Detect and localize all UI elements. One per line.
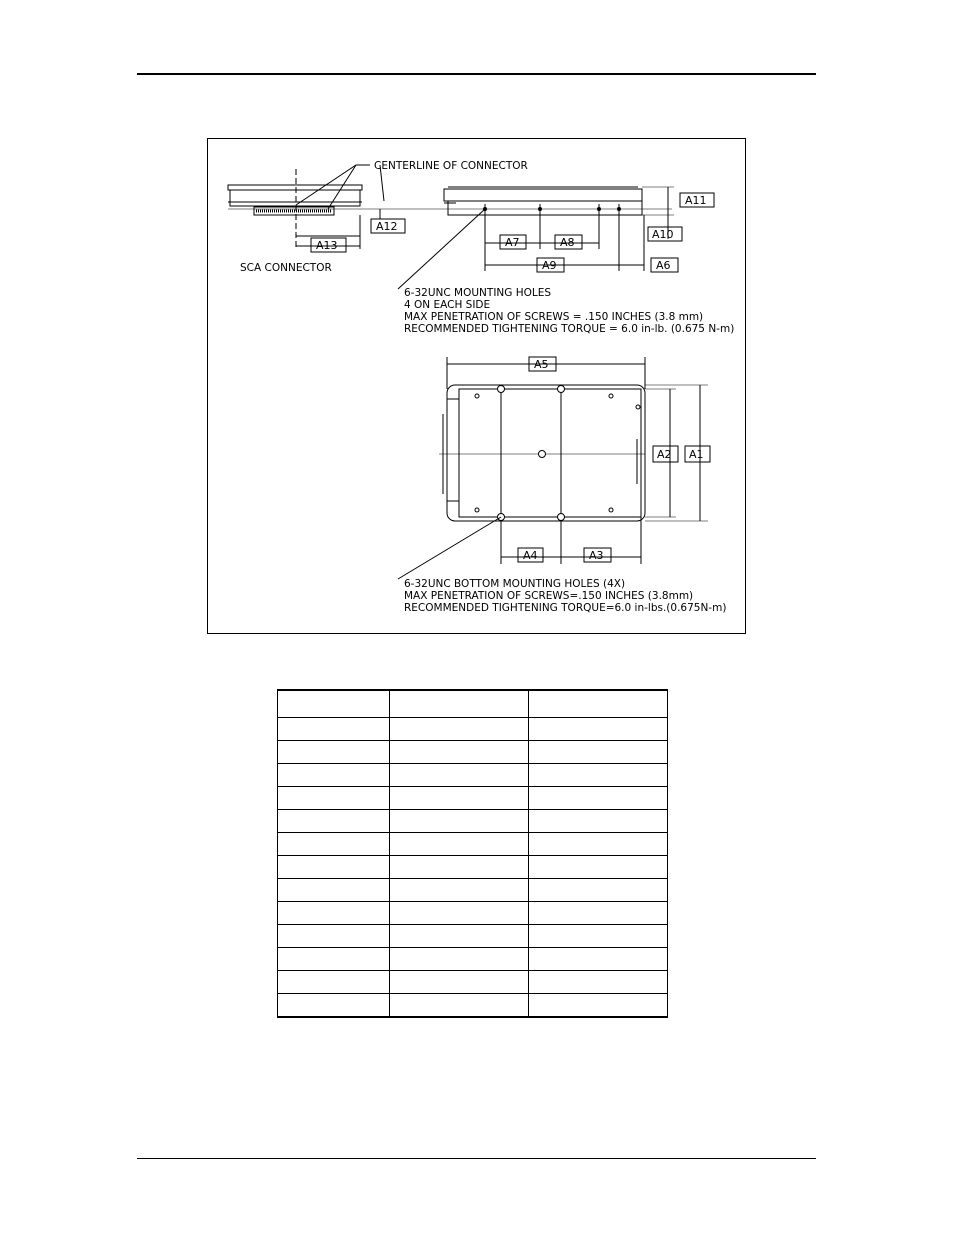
dimension-table bbox=[277, 689, 668, 1018]
table-row bbox=[278, 994, 668, 1018]
svg-text:A10: A10 bbox=[652, 228, 674, 241]
table-cell bbox=[390, 948, 529, 971]
svg-text:A13: A13 bbox=[316, 239, 338, 252]
table-cell bbox=[529, 994, 668, 1018]
table-cell bbox=[390, 879, 529, 902]
dim-a6 bbox=[651, 258, 678, 272]
bottom-holes-line-2: MAX PENETRATION OF SCREWS=.150 INCHES (3.8mm) bbox=[404, 590, 694, 602]
table-cell bbox=[390, 764, 529, 787]
table-row bbox=[278, 856, 668, 879]
table-cell bbox=[390, 994, 529, 1018]
table-cell bbox=[278, 833, 390, 856]
side-view bbox=[398, 187, 674, 289]
side-holes-line-3: MAX PENETRATION OF SCREWS = .150 INCHES (3.8 mm) bbox=[404, 311, 704, 323]
table-cell bbox=[390, 902, 529, 925]
table-cell bbox=[278, 764, 390, 787]
table-row bbox=[278, 741, 668, 764]
table-cell bbox=[390, 718, 529, 741]
side-holes-line-4: RECOMMENDED TIGHTENING TORQUE = 6.0 in-lb. (0.675 N-m) bbox=[404, 323, 735, 335]
centerline-label: CENTERLINE OF CONNECTOR bbox=[374, 160, 528, 172]
bottom-holes-line-1: 6-32UNC BOTTOM MOUNTING HOLES (4X) bbox=[404, 578, 626, 590]
table-row bbox=[278, 810, 668, 833]
table-cell bbox=[390, 787, 529, 810]
dim-a10 bbox=[648, 227, 682, 241]
table-cell bbox=[278, 856, 390, 879]
side-holes-line-2: 4 ON EACH SIDE bbox=[404, 299, 491, 311]
mechanical-drawing-frame bbox=[207, 138, 746, 634]
bottom-holes-line-3: RECOMMENDED TIGHTENING TORQUE=6.0 in-lbs.(0.675N-m) bbox=[404, 602, 727, 614]
table-cell bbox=[529, 948, 668, 971]
svg-text:A6: A6 bbox=[656, 259, 671, 272]
dim-a2 bbox=[653, 446, 678, 462]
svg-text:A5: A5 bbox=[534, 358, 549, 371]
svg-text:A9: A9 bbox=[542, 259, 557, 272]
table-cell bbox=[529, 925, 668, 948]
dim-a11 bbox=[680, 193, 714, 207]
table-row bbox=[278, 833, 668, 856]
table-cell bbox=[278, 718, 390, 741]
svg-text:A1: A1 bbox=[689, 448, 704, 461]
table-cell bbox=[278, 787, 390, 810]
table-cell bbox=[390, 810, 529, 833]
table-row bbox=[278, 690, 668, 718]
svg-text:A8: A8 bbox=[560, 236, 575, 249]
table-cell bbox=[390, 971, 529, 994]
table-cell bbox=[529, 856, 668, 879]
svg-text:A11: A11 bbox=[685, 194, 707, 207]
svg-text:A4: A4 bbox=[523, 549, 538, 562]
dim-a13 bbox=[311, 238, 346, 252]
drive-dimension-drawing bbox=[208, 139, 747, 635]
table-row bbox=[278, 879, 668, 902]
table-cell bbox=[278, 971, 390, 994]
bottom-view bbox=[398, 357, 708, 579]
table-cell bbox=[529, 833, 668, 856]
svg-text:A2: A2 bbox=[657, 448, 672, 461]
table-cell bbox=[529, 879, 668, 902]
table-row bbox=[278, 948, 668, 971]
table-cell bbox=[390, 690, 529, 718]
header-rule bbox=[137, 73, 816, 75]
table-row bbox=[278, 971, 668, 994]
dim-a7 bbox=[500, 235, 526, 249]
table-row bbox=[278, 787, 668, 810]
dim-a4 bbox=[518, 548, 543, 562]
table-cell bbox=[278, 741, 390, 764]
table-cell bbox=[278, 879, 390, 902]
table-cell bbox=[529, 971, 668, 994]
table-cell bbox=[390, 741, 529, 764]
table-cell bbox=[529, 810, 668, 833]
table-cell bbox=[278, 994, 390, 1018]
table-cell bbox=[390, 833, 529, 856]
table-cell bbox=[278, 810, 390, 833]
table-cell bbox=[529, 690, 668, 718]
table-cell bbox=[529, 764, 668, 787]
table-cell bbox=[278, 902, 390, 925]
svg-text:A7: A7 bbox=[505, 236, 520, 249]
table-cell bbox=[529, 902, 668, 925]
side-holes-line-1: 6-32UNC MOUNTING HOLES bbox=[404, 287, 552, 299]
table-row bbox=[278, 764, 668, 787]
table-row bbox=[278, 902, 668, 925]
svg-text:A3: A3 bbox=[589, 549, 604, 562]
table-row bbox=[278, 925, 668, 948]
table-cell bbox=[278, 690, 390, 718]
table-cell bbox=[529, 787, 668, 810]
dim-a3 bbox=[584, 548, 611, 562]
svg-text:A12: A12 bbox=[376, 220, 398, 233]
table-cell bbox=[390, 856, 529, 879]
table-cell bbox=[390, 925, 529, 948]
table-cell bbox=[529, 718, 668, 741]
dim-a1 bbox=[685, 446, 710, 462]
table-cell bbox=[278, 948, 390, 971]
table-row bbox=[278, 718, 668, 741]
table-cell bbox=[529, 741, 668, 764]
sca-connector-label: SCA CONNECTOR bbox=[240, 262, 332, 274]
footer-rule bbox=[137, 1158, 816, 1159]
dim-a12 bbox=[371, 219, 405, 233]
end-view bbox=[228, 165, 672, 249]
table-cell bbox=[278, 925, 390, 948]
dim-a8 bbox=[555, 235, 582, 249]
